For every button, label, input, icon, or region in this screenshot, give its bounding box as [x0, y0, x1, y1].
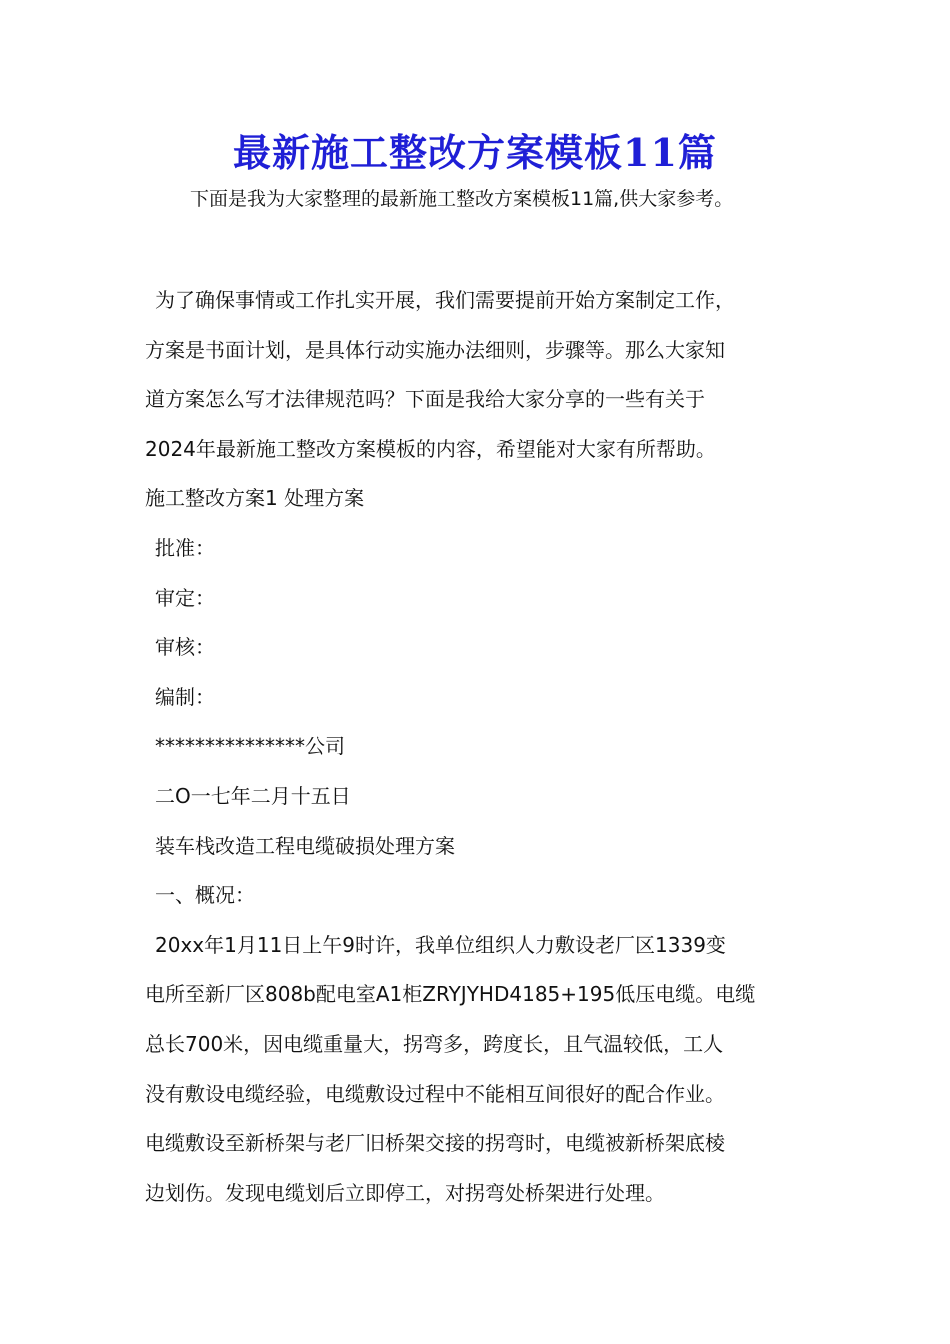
- paragraph-line: 电所至新厂区808b配电室A1柜ZRYJYHD4185+195低压电缆。电缆: [145, 982, 756, 1007]
- paragraph-line: 没有敷设电缆经验，电缆敷设过程中不能相互间很好的配合作业。: [145, 1081, 725, 1106]
- paragraph-line: 边划伤。发现电缆划后立即停工，对拐弯处桥架进行处理。: [145, 1180, 665, 1205]
- paragraph-line: 一、概况：: [155, 883, 255, 908]
- paragraph-line: 为了确保事情或工作扎实开展，我们需要提前开始方案制定工作，: [155, 288, 735, 312]
- paragraph-line: 装车栈改造工程电缆破损处理方案: [155, 833, 455, 858]
- paragraph-line: 审定：: [155, 585, 215, 610]
- paragraph-line: 总长700米，因电缆重量大，拐弯多，跨度长，且气温较低，工人: [145, 1031, 724, 1056]
- paragraph-line: 审核：: [155, 635, 215, 660]
- paragraph-line: 施工整改方案1 处理方案: [145, 486, 365, 511]
- document-body: [145, 280, 815, 1222]
- paragraph-line: 电缆敷设至新桥架与老厂旧桥架交接的拐弯时，电缆被新桥架底棱: [145, 1131, 725, 1156]
- paragraph-line: 2024年最新施工整改方案模板的内容，希望能对大家有所帮助。: [145, 436, 716, 461]
- paragraph-line: 二O一七年二月十五日: [155, 783, 351, 808]
- paragraph-line: 道方案怎么写才法律规范吗？下面是我给大家分享的一些有关于: [145, 387, 705, 412]
- paragraph-line: 20xx年1月11日上午9时许，我单位组织人力敷设老厂区1339变: [155, 932, 726, 957]
- document-title: 最新施工整改方案模板11篇: [233, 130, 717, 175]
- paragraph-line: 方案是书面计划，是具体行动实施办法细则，步骤等。那么大家知: [145, 337, 725, 362]
- paragraph-line: ***************公司: [155, 734, 345, 759]
- document-subtitle: 下面是我为大家整理的最新施工整改方案模板11篇,供大家参考。: [190, 188, 734, 210]
- paragraph-line: 批准：: [155, 535, 215, 560]
- paragraph-line: 编制：: [155, 684, 215, 709]
